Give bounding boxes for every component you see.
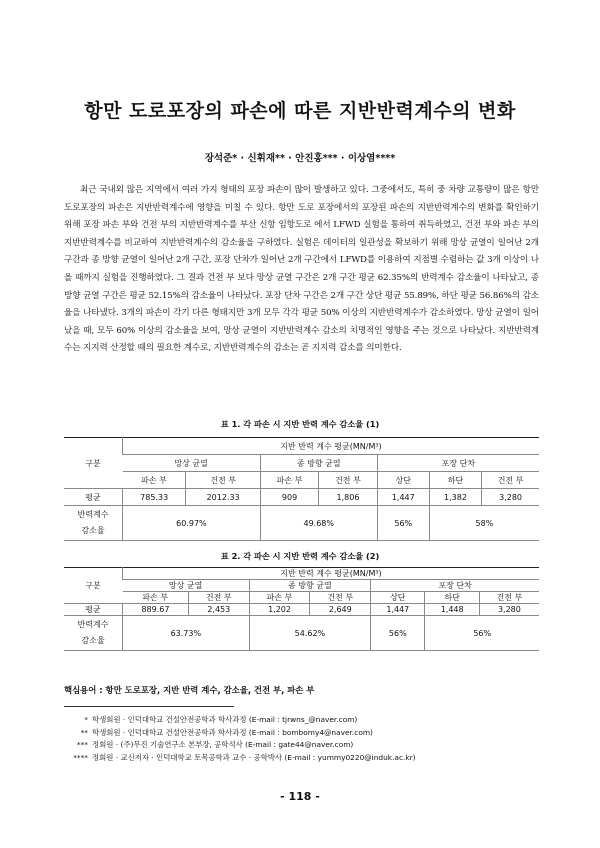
table1-rate-label-line1: 반력계수 xyxy=(77,510,109,519)
table2-group-header: 포장 단차 xyxy=(371,580,539,592)
footnote-mark: * xyxy=(84,715,88,724)
table1-avg-cell: 2012.33 xyxy=(186,489,260,506)
table1-avg-cell: 1,806 xyxy=(319,489,377,506)
footnote-text: 학생회원 · 인덕대학교 건설안전공학과 학사과정 (E-mail : tjrwns_@naver.com) xyxy=(92,715,358,724)
table2-rate-label-line2: 감소율 xyxy=(81,636,105,645)
table2-subheader: 건전 부 xyxy=(310,592,371,604)
table1-rate-cell: 60.97% xyxy=(123,506,261,541)
footnote-mark: ** xyxy=(80,727,88,737)
table1-rate-cell: 58% xyxy=(429,506,539,541)
table1-avg-cell: 1,447 xyxy=(377,489,429,506)
paper-title: 항만 도로포장의 파손에 따른 지반반력계수의 변화 xyxy=(84,100,516,122)
footnote-divider xyxy=(64,706,234,707)
table1-subheader: 하단 xyxy=(429,472,481,489)
table2-rate-cell: 54.62% xyxy=(249,616,371,651)
table2-rate-cell: 63.73% xyxy=(123,616,250,651)
footnote xyxy=(64,739,416,752)
keywords: 핵심용어 : 항만 도로포장, 지반 반력 계수, 감소율, 건전 부, 파손 부 xyxy=(64,685,315,695)
footnote-text: 정회원 · (주)무진 기술연구소 본부장, 공학석사 (E-mail : gate44@naver.com) xyxy=(92,740,354,750)
table1-group-header: 포장 단차 xyxy=(377,455,539,472)
table2-avg-cell: 2,453 xyxy=(188,604,249,616)
footnote-text: 정회원 · 교신저자 · 인덕대학교 토목공학과 교수 · 공학박사 (E-mail : yummy0220@induk.ac.kr) xyxy=(92,752,416,762)
table2-caption: 표 2. 각 파손 시 지반 반력 계수 감소율 (2) xyxy=(220,551,380,561)
table1-rate-cell: 49.68% xyxy=(260,506,377,541)
table2-span-header: 지반 반력 계수 평균(MN/M³) xyxy=(123,568,540,580)
table1-rate-label xyxy=(64,506,123,541)
table2-avg-cell: 1,447 xyxy=(371,604,425,616)
table1-caption: 표 1. 각 파손 시 지반 반력 계수 감소율 (1) xyxy=(220,419,380,429)
table1-subheader: 파손 부 xyxy=(260,472,318,489)
table2-avg-cell: 3,280 xyxy=(479,604,539,616)
table1-subheader: 파손 부 xyxy=(123,472,186,489)
table2-subheader: 건전 부 xyxy=(479,592,539,604)
table2 xyxy=(64,567,539,651)
table1-rate-label-line2: 감소율 xyxy=(81,526,105,535)
table1-row-header: 구분 xyxy=(64,438,123,489)
table2-subheader: 상단 xyxy=(371,592,425,604)
table1-subheader: 건전 부 xyxy=(319,472,377,489)
footnote-mark: **** xyxy=(73,752,88,762)
table1-avg-cell: 785.33 xyxy=(123,489,186,506)
table1-avg-cell: 1,382 xyxy=(429,489,481,506)
page-number: - 118 - xyxy=(280,790,320,803)
table2-subheader: 파손 부 xyxy=(249,592,310,604)
table1-group-header: 종 방향 균열 xyxy=(260,455,377,472)
footnotes xyxy=(64,714,416,764)
table2-rate-cell: 56% xyxy=(425,616,539,651)
footnote-mark: *** xyxy=(76,740,88,750)
table2-avg-cell: 1,448 xyxy=(425,604,479,616)
table2-rate-label xyxy=(64,616,123,651)
table1 xyxy=(64,437,539,541)
table2-avg-label: 평균 xyxy=(64,604,123,616)
table1-rate-cell: 56% xyxy=(377,506,429,541)
table1-avg-cell: 3,280 xyxy=(482,489,539,506)
footnote xyxy=(64,727,416,740)
table1-subheader: 건전 부 xyxy=(186,472,260,489)
table2-subheader: 하단 xyxy=(425,592,479,604)
table2-row-header: 구분 xyxy=(64,568,123,604)
table1-span-header: 지반 반력 계수 평균(MN/M³) xyxy=(123,438,540,455)
table2-rate-label-line1: 반력계수 xyxy=(77,620,109,629)
table1-subheader: 건전 부 xyxy=(482,472,539,489)
table2-subheader: 건전 부 xyxy=(188,592,249,604)
table2-rate-cell: 56% xyxy=(371,616,425,651)
author-list: 장석준* · 신휘재** · 안진홍*** · 이상염**** xyxy=(204,153,396,164)
table2-avg-cell: 2,649 xyxy=(310,604,371,616)
table2-avg-cell: 889.67 xyxy=(123,604,189,616)
table1-avg-label: 평균 xyxy=(64,489,123,506)
footnote-text: 학생회원 · 인덕대학교 건설안전공학과 학사과정 (E-mail : bombomy4@naver.com) xyxy=(92,727,373,737)
footnote xyxy=(64,714,416,727)
table2-avg-cell: 1,202 xyxy=(249,604,310,616)
table1-subheader: 상단 xyxy=(377,472,429,489)
table2-subheader: 파손 부 xyxy=(123,592,189,604)
table2-group-header: 망상 균열 xyxy=(123,580,250,592)
abstract-text: 최근 국내외 많은 지역에서 여러 가지 형태의 포장 파손이 많이 발생하고 있다. 그중에서도, 특히 중 차량 교통량이 많은 항만 도로포장의 파손은 지반반력계수에 영향을 미칠 수 있다. 항만 도로 포장에서의 포장된 파손의 지반반력계수의 변화를 확인하기 위해 포장 파손 부와 건전 부의 지반반력계수를 부산 신항 임항도로 에서 LFWD 실험을 통하여 취득하였고, 건전 부와 파손 부의 지반반력계수를 비교하여 지반반력계수의 감소율을 구하였다. 실험은 데이터의 일관성을 확보하기 위해 망상 균열이 일어난 2개 구간과 종 방향 균열이 일어난 2개 구간, 포장 단차가 일어난 2개 구간에서 LFWD를 이용하여 지점별 수렴하는 값 3개 이상이 나올 때까지 실험을 진행하였다. 그 결과 건전 부 보다 망상 균열 구간은 2개 구간 평균 62.35%의 반력계수 감소율이 나타났고, 종 방향 균열 구간은 평균 52.15%의 감소율이 나타났다. 포장 단차 구간은 2개 구간 상단 평균 55.89%, 하단 평균 56.86%의 감소율을 나타냈다. 3개의 파손이 각기 다른 형태지만 3개 모두 각각 평균 50% 이상의 지반반력계수가 감소하였다. 망상 균열이 일어났을 때, 모두 60% 이상의 감소율을 보여, 망상 균열이 지반반력계수 감소의 치명적인 영향을 주는 것으로 나타났다. 지반반력계수는 지지력 산정할 때의 필요한 계수로, 지반반력계수의 감소는 곧 지지력 감소를 의미한다. xyxy=(64,185,539,354)
footnote xyxy=(64,752,416,765)
table2-group-header: 종 방향 균열 xyxy=(249,580,371,592)
abstract xyxy=(64,182,539,358)
table1-avg-cell: 909 xyxy=(260,489,318,506)
table1-group-header: 망상 균열 xyxy=(123,455,261,472)
